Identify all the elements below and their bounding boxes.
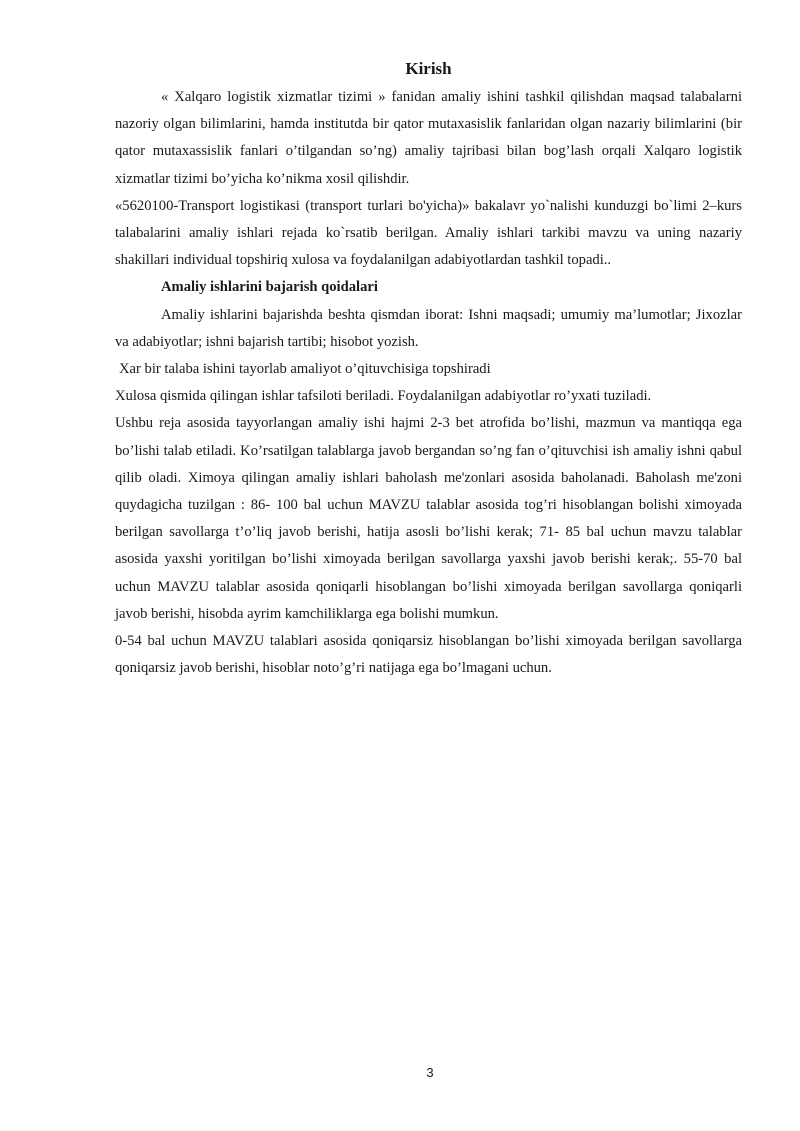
- rule-paragraph-conclusion: Xulosa qismida qilingan ishlar tafsiloti beriladi. Foydalanilgan adabiyotlar ro’yxati tuziladi.: [115, 388, 652, 405]
- section-heading: Amaliy ishlarini bajarish qoidalari: [161, 279, 378, 296]
- document-body: [115, 56, 742, 682]
- rule-paragraph-submission: Xar bir talaba ishini tayorlab amaliyot o’qituvchisiga topshiradi: [119, 361, 491, 378]
- page-number: 3: [426, 1065, 434, 1080]
- page-title: Kirish: [405, 59, 452, 78]
- program-paragraph: «5620100-Transport logistikasi (transport turlari bo'yicha)» bakalavr yo`nalishi kunduzgi bo`limi 2–kurs talabalarini amaliy ishlari rejada ko`rsatib berilgan. Amaliy ishlari tarkibi mavzu va uning nazariy shakillari individual topshiriq xulosa va foydalanilgan adabiyotlardan tashkil topadi..: [115, 197, 742, 269]
- rule-paragraph-grading: Ushbu reja asosida tayyorlangan amaliy ishi hajmi 2-3 bet atrofida bo’lishi, mazmun va mantiqqa ega bo’lishi talab etiladi. Ko’rsatilgan talablarga javob bergandan so’ng fan o’qituvchisi ish amaliy ishni qabul qilib oladi. Ximoya qilingan amaliy ishlari baholash me'zonlari asosida baholanadi. Baholash me'zoni quydagicha tuzilgan : 86- 100 bal uchun MAVZU talablar asosida tog’ri hisoblangan bolishi ximoyada berilgan savollarga t’o’liq javob berishi, hatija asosli bo’lishi kerak; 71- 85 bal uchun mavzu talablar asosida yaxshi yoritilgan bo’lishi ximoyada berilgan savollarga yaxshi javob berishi kerak;. 55-70 bal uchun MAVZU talablar asosida qoniqarli hisoblangan bo’lishi ximoyada berilgan savollarga qoniqarli javob berishi, hisobda ayrim kamchiliklarga ega bolishi mumkun.: [115, 415, 742, 622]
- intro-paragraph: « Xalqaro logistik xizmatlar tizimi » fanidan amaliy ishini tashkil qilishdan maqsad talabalarni nazoriy olgan bilimlarini, hamda institutda bir qator mutaxasislik fanlaridan olgan nazariy bilimlarini (bir qator mutaxassislik fanlari o’tilgandan so’ng) amaliy tajribasi bilan bog’lash orqali Xalqaro logistik xizmatlar tizimi bo’yicha ko’nikma xosil qilishdir.: [115, 89, 742, 187]
- rule-paragraph-structure: Amaliy ishlarini bajarishda beshta qismdan iborat: Ishni maqsadi; umumiy ma’lumotlar; Jixozlar va adabiyotlar; ishni bajarish tartibi; hisobot yozish.: [115, 306, 742, 350]
- rule-paragraph-failing: 0-54 bal uchun MAVZU talablari asosida qoniqarsiz hisoblangan bo’lishi ximoyada berilgan savollarga qoniqarsiz javob berishi, hisoblar noto’g’ri natijaga ega bo’lmagani uchun.: [115, 633, 742, 677]
